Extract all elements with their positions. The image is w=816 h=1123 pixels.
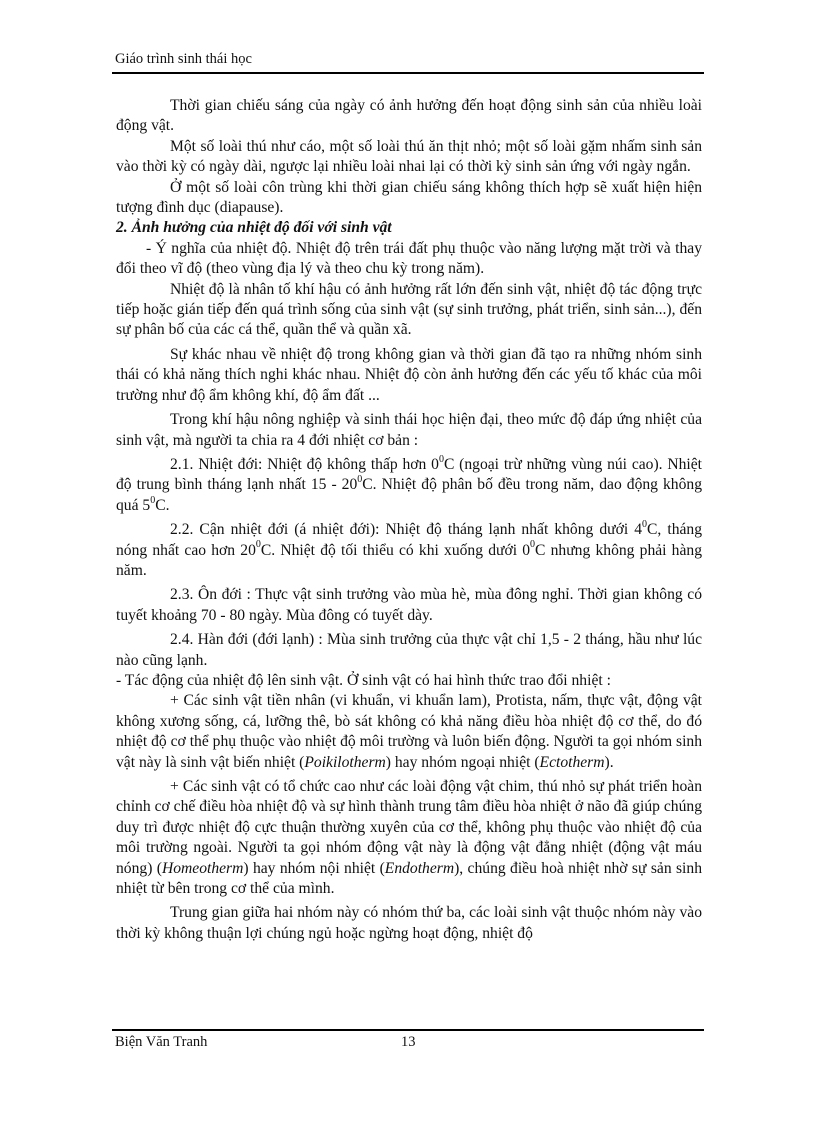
footer-author: Biện Văn Tranh	[115, 1034, 208, 1050]
header-divider	[112, 72, 704, 74]
paragraph-zones-intro: Trong khí hậu nông nghiệp và sinh thái học hiện đại, theo mức độ đáp ứng nhiệt của sinh vật, mà người ta chia ra 4 đới nhiệt cơ bản :	[116, 411, 702, 449]
page-body	[116, 96, 702, 944]
section-heading: 2. Ảnh hưởng của nhiệt độ đối với sinh vật	[116, 219, 392, 237]
paragraph-temperature-meaning: - Ý nghĩa của nhiệt độ. Nhiệt độ trên trái đất phụ thuộc vào năng lượng mặt trời và thay đổi theo vĩ độ (theo vùng địa lý và theo chu kỳ trong năm).	[116, 239, 702, 278]
paragraph-poikilotherm: + Các sinh vật tiền nhân (vi khuẩn, vi khuẩn lam), Protista, nấm, thực vật, động vật không xương sống, cá, lưỡng thê, bò sát không có khả năng điều hòa nhiệt độ cơ thể, do đó nhiệt độ cơ thể phụ thuộc vào nhiệt độ môi trường và luôn biến động. Người ta gọi nhóm sinh vật này là sinh vật biến nhiệt (Poikilotherm) hay nhóm ngoại nhiệt (Ectotherm).	[116, 692, 702, 771]
page-header-title: Giáo trình sinh thái học	[115, 51, 252, 67]
paragraph-effects-intro: - Tác động của nhiệt độ lên sinh vật. Ở sinh vật có hai hình thức trao đổi nhiệt :	[116, 671, 611, 689]
zone-tropical: 2.1. Nhiệt đới: Nhiệt độ không thấp hơn $0^0C$ (ngoại trừ những vùng núi cao). Nhiệt độ trung bình tháng lạnh nhất $15 - 20^0C$. Nhiệt độ phân bố đều trong năm, dao động không quá $5^0C$.	[116, 453, 703, 514]
paragraph-insects: Ở một số loài côn trùng khi thời gian chiếu sáng không thích hợp sẽ xuất hiện hiện tượng đình dục (diapause).	[116, 178, 702, 217]
paragraph-temperature-differences: Sự khác nhau về nhiệt độ trong không gian và thời gian đã tạo ra những nhóm sinh thái có khả năng thích nghi khác nhau. Nhiệt độ còn ảnh hưởng đến các yếu tố khác của môi trường như độ ẩm không khí, độ ẩm đất ...	[116, 345, 702, 404]
footer-divider	[112, 1029, 704, 1031]
paragraph-intermediate-group: Trung gian giữa hai nhóm này có nhóm thứ ba, các loài sinh vật thuộc nhóm này vào thời kỳ không thuận lợi chúng ngủ hoặc ngừng hoạt động, nhiệt độ	[116, 904, 702, 942]
paragraph-photoperiod: Thời gian chiếu sáng của ngày có ảnh hưởng đến hoạt động sinh sản của nhiều loài động vật.	[116, 97, 702, 135]
zone-subtropical: 2.2. Cận nhiệt đới (á nhiệt đới): Nhiệt độ tháng lạnh nhất không dưới $4^0C$, tháng nóng nhất cao hơn $20^0C$. Nhiệt độ tối thiểu có khi xuống dưới $0^0C$ nhưng không phải hàng năm.	[116, 518, 702, 579]
page-number: 13	[401, 1034, 416, 1050]
zone-temperate: 2.3. Ôn đới : Thực vật sinh trưởng vào mùa hè, mùa đông nghỉ. Thời gian không có tuyết khoảng 70 - 80 ngày. Mùa đông có tuyết dày.	[116, 586, 702, 624]
paragraph-temperature-factor: Nhiệt độ là nhân tố khí hậu có ảnh hưởng rất lớn đến sinh vật, nhiệt độ tác động trực tiếp hoặc gián tiếp đến quá trình sống của sinh vật (sự sinh trưởng, phát triển, sinh sản...), đến sự phân bố của các cá thể, quần thể và quần xã.	[116, 280, 702, 339]
zone-polar: 2.4. Hàn đới (đới lạnh) : Mùa sinh trưởng của thực vật chỉ 1,5 - 2 tháng, hầu như lúc nào cũng lạnh.	[116, 631, 702, 669]
paragraph-homeotherm: + Các sinh vật có tổ chức cao như các loài động vật chim, thú nhỏ sự phát triển hoàn chỉnh cơ chế điều hòa nhiệt độ và sự hình thành trung tâm điều hòa nhiệt ở não đã giúp chúng duy trì được nhiệt độ cực thuận thường xuyên của cơ thể, không phụ thuộc vào nhiệt độ của môi trường ngoài. Người ta gọi nhóm động vật này là động vật đẳng nhiệt (động vật máu nóng) (Homeotherm) hay nhóm nội nhiệt (Endotherm), chúng điều hoà nhiệt nhờ sự sản sinh nhiệt từ bên trong cơ thể của mình.	[116, 778, 702, 898]
paragraph-mammals: Một số loài thú như cáo, một số loài thú ăn thịt nhỏ; một số loài gặm nhấm sinh sản vào thời kỳ có ngày dài, ngược lại nhiều loài nhai lại có thời kỳ sinh sản ứng với ngày ngắn.	[116, 137, 702, 176]
